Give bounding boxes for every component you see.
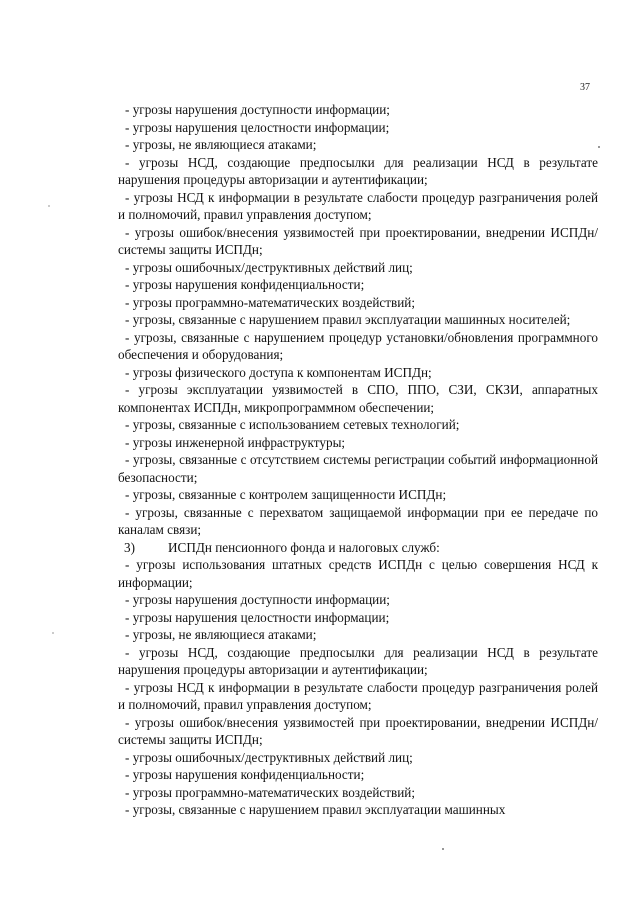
list-item: - угрозы использования штатных средств ИСПДн с целью совершения НСД к информации; (118, 557, 598, 590)
list-item: - угрозы нарушения целостности информации; (125, 119, 390, 135)
list-item: - угрозы ошибочных/деструктивных действий лиц; (125, 259, 413, 275)
list-item: - угрозы, связанные с использованием сетевых технологий; (125, 417, 460, 432)
document-text (118, 101, 598, 819)
list-item: - угрозы НСД к информации в результате слабости процедур разграничения ролей и полномочий, правил управления доступом; (118, 189, 598, 222)
list-item: - угрозы ошибок/внесения уязвимостей при проектировании, внедрении ИСПДн/системы защиты ИСПДн; (118, 714, 598, 747)
section-title: ИСПДн пенсионного фонда и налоговых служб: (168, 539, 440, 555)
list-item: - угрозы, связанные с нарушением процедур установки/обновления программного обеспечения и оборудования; (118, 329, 598, 362)
scan-speck (442, 848, 444, 850)
list-item: - угрозы, связанные с контролем защищенности ИСПДн; (125, 487, 447, 502)
list-item: - угрозы нарушения конфиденциальности; (125, 767, 365, 782)
list-item: - угрозы программно-математических воздействий; (125, 294, 416, 310)
list-item: - угрозы, не являющиеся атаками; (125, 137, 317, 152)
list-item: - угрозы НСД, создающие предпосылки для реализации НСД в результате нарушения процедуры авторизации и аутентификации; (118, 154, 598, 187)
section-number: 3) (124, 539, 135, 555)
section-heading (118, 539, 598, 557)
list-item: - угрозы НСД, создающие предпосылки для реализации НСД в результате нарушения процедуры авторизации и аутентификации; (118, 644, 598, 677)
scan-speck (598, 146, 600, 148)
list-item: - угрозы нарушения конфиденциальности; (125, 277, 365, 292)
list-item: - угрозы нарушения доступности информации; (125, 102, 390, 117)
list-item: - угрозы, связанные с нарушением правил эксплуатации машинных (125, 802, 506, 817)
list-item: - угрозы нарушения доступности информации; (125, 592, 390, 607)
list-item: - угрозы, связанные с перехватом защищаемой информации при ее передаче по каналам связи; (118, 504, 598, 537)
list-item: - угрозы инженерной инфраструктуры; (125, 434, 346, 450)
scan-speck (52, 632, 54, 634)
list-item: - угрозы нарушения целостности информации; (125, 609, 390, 625)
list-item: - угрозы эксплуатации уязвимостей в СПО, ППО, СЗИ, СКЗИ, аппаратных компонентах ИСПДн, микропрограммном обеспечении; (118, 382, 598, 415)
list-item: - угрозы программно-математических воздействий; (125, 784, 416, 800)
list-item: - угрозы ошибок/внесения уязвимостей при проектировании, внедрении ИСПДн/системы защиты ИСПДн; (118, 224, 598, 257)
page-number: 37 (580, 82, 590, 93)
list-item: - угрозы физического доступа к компонентам ИСПДн; (125, 364, 432, 380)
list-item: - угрозы, связанные с отсутствием системы регистрации событий информационной безопасности; (118, 452, 598, 485)
list-item: - угрозы, связанные с нарушением правил эксплуатации машинных носителей; (125, 312, 571, 327)
list-item: - угрозы ошибочных/деструктивных действий лиц; (125, 749, 413, 765)
scan-speck (48, 205, 50, 207)
list-item: - угрозы НСД к информации в результате слабости процедур разграничения ролей и полномочий, правил управления доступом; (118, 679, 598, 712)
list-item: - угрозы, не являющиеся атаками; (125, 627, 317, 642)
